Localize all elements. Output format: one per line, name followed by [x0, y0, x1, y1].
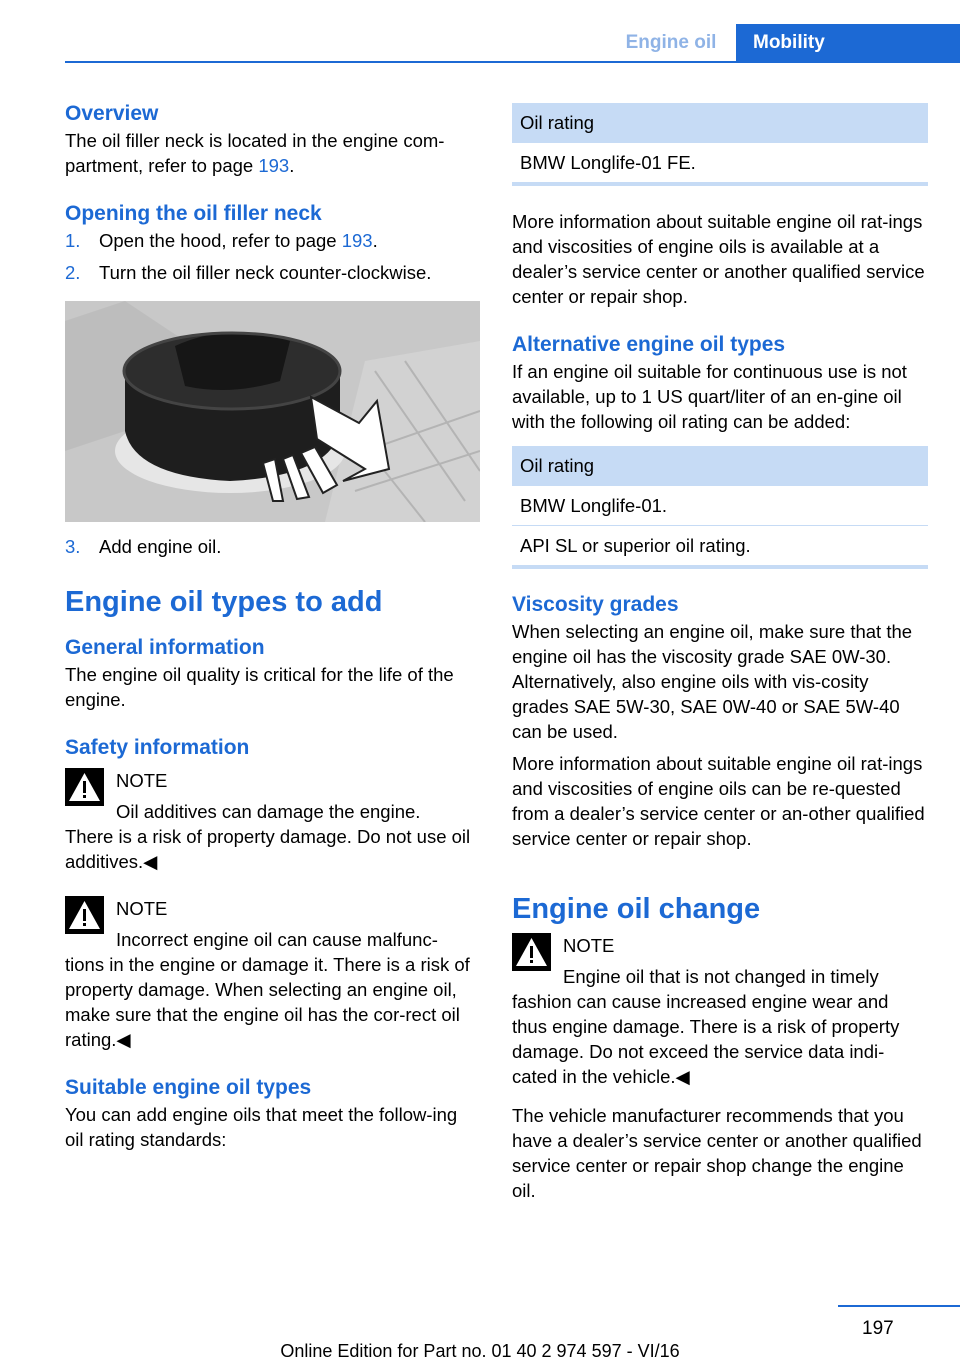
- safety-heading: Safety information: [65, 736, 250, 759]
- general-heading: General information: [65, 636, 265, 659]
- note-text: fashion can cause increased engine wear and thus engine damage. There is a risk of property damage. Do not exceed the service data indi-cated in the vehicle.◀: [512, 991, 900, 1087]
- overview-text: The oil filler neck is located in the engine com-partment, refer to page 193.: [65, 130, 445, 176]
- more-info-text: More information about suitable engine oil rat-ings and viscosities of engine oils can be re-quested from a dealer’s service center or an-other qualified service center or repair shop.: [512, 753, 925, 849]
- note-box: [65, 768, 480, 874]
- alternative-heading: Alternative engine oil types: [512, 333, 786, 356]
- oil-rating-table: [512, 103, 928, 186]
- more-info-text: More information about suitable engine oil rat-ings and viscosities of engine oils is available at a dealer’s service center or another qualified service center or repair shop.: [512, 211, 925, 307]
- alternative-text: If an engine oil suitable for continuous use is not available, up to 1 US quart/liter of an en-gine oil with the following oil rating can be added:: [512, 361, 907, 432]
- note-text-first: Oil additives can damage the engine.: [116, 801, 421, 822]
- page-link[interactable]: 193: [341, 230, 373, 251]
- note-title: NOTE: [116, 898, 168, 919]
- warning-icon: [512, 933, 551, 971]
- edition-text: Online Edition for Part no. 01 40 2 974 597 - VI/16: [280, 1341, 680, 1361]
- header-rule: [65, 61, 960, 63]
- table-cell: API SL or superior oil rating.: [512, 526, 928, 568]
- steps-list: [65, 228, 480, 285]
- note-title: NOTE: [116, 770, 168, 791]
- opening-heading: Opening the oil filler neck: [65, 202, 322, 225]
- header-chapter-tab: Mobility: [736, 24, 960, 61]
- alternative-oil-rating-table: [512, 446, 928, 569]
- note-text-first: Incorrect engine oil can cause malfunc-: [116, 929, 438, 950]
- viscosity-heading: Viscosity grades: [512, 593, 679, 616]
- page-number: 197: [862, 1318, 894, 1339]
- table-header: Oil rating: [512, 446, 928, 486]
- note-box: [512, 933, 928, 1089]
- header-section-tab: Engine oil: [625, 31, 717, 53]
- suitable-text: You can add engine oils that meet the follow-ing oil rating standards:: [65, 1104, 458, 1150]
- warning-icon: [65, 768, 104, 806]
- list-item: 3. Add engine oil.: [65, 536, 222, 557]
- types-heading: Engine oil types to add: [65, 586, 383, 618]
- list-item: 2. Turn the oil filler neck counter-clockwise.: [65, 262, 432, 283]
- oil-filler-cap-illustration: [65, 301, 480, 522]
- steps-list-continued: [65, 534, 480, 559]
- suitable-heading: Suitable engine oil types: [65, 1076, 312, 1099]
- note-text: tions in the engine or damage it. There is a risk of property damage. When selecting an engine oil, make sure that the engine oil has the cor-rect oil rating.◀: [65, 954, 470, 1050]
- table-cell: BMW Longlife-01 FE.: [512, 143, 928, 184]
- table-cell: BMW Longlife-01.: [512, 486, 928, 526]
- note-title: NOTE: [563, 935, 615, 956]
- recommendation-text: The vehicle manufacturer recommends that you have a dealer’s service center or another qualified service center or repair shop change the engine oil.: [512, 1105, 922, 1201]
- footer-rule: [838, 1305, 960, 1307]
- table-header: Oil rating: [512, 103, 928, 143]
- note-text-first: Engine oil that is not changed in timely: [563, 966, 879, 987]
- warning-icon: [65, 896, 104, 934]
- note-text: There is a risk of property damage. Do not use oil additives.◀: [65, 826, 471, 872]
- general-text: The engine oil quality is critical for the life of the engine.: [65, 664, 454, 710]
- left-column: [65, 100, 480, 1152]
- page-link[interactable]: 193: [258, 155, 290, 176]
- note-box: [65, 896, 480, 1052]
- oil-cap-drawing: [65, 301, 480, 522]
- viscosity-text: When selecting an engine oil, make sure that the engine oil has the viscosity grade SAE 0W-30. Alternatively, also engine oils with vis-cosity grades SAE 5W-30, SAE 0W-40 or SAE 5W-40 can be used.: [512, 621, 913, 742]
- overview-heading: Overview: [65, 102, 159, 125]
- list-item: 1. Open the hood, refer to page 193.: [65, 230, 378, 251]
- change-heading: Engine oil change: [512, 893, 761, 925]
- right-column: [512, 103, 928, 1203]
